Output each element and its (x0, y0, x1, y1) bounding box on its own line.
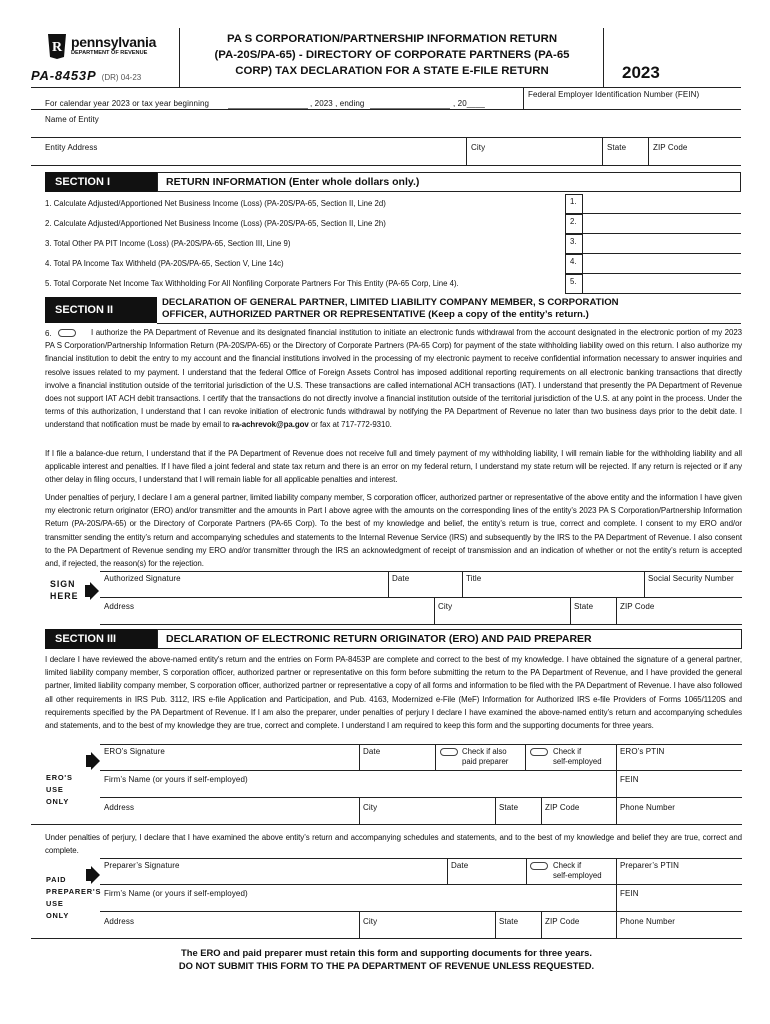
check-paid-preparer[interactable] (440, 748, 458, 756)
balance-due-paragraph: If I file a balance-due return, I understand that if the PA Department of Revenue does not receive full and timely payment of my withholding liability, I will remain liable for the withholding liability and all applicable interest and penalties. If I have filed a joint federal and state tax return and there is an error on my federal return, I understand my state return will be rejected. If any return is rejected or if any other delay in filing occurs, I understand that I will remain liable for all applicable penalties and interest. (45, 449, 742, 485)
form-title-line1: PA S CORPORATION/PARTNERSHIP INFORMATION RETURN (226, 33, 558, 45)
signer-zip-label: ZIP Code (620, 602, 655, 611)
check-paid-label-line1: Check if also (462, 747, 507, 756)
preparer-perjury-paragraph: Under penalties of perjury, I declare that I have examined the above entity’s return and accompanying schedules and statements, and to the best of my knowledge and belief they are true, correct and complete. (45, 833, 742, 856)
preparer-address-field[interactable] (100, 927, 358, 938)
line-1-amount[interactable] (583, 194, 741, 214)
section2-label: SECTION II (45, 297, 157, 323)
ero-firm-name-label: Firm’s Name (or yours if self-employed) (104, 775, 248, 784)
svg-text:R: R (51, 40, 63, 55)
preparer-state-label: State (499, 917, 519, 926)
keystone-icon (46, 33, 68, 59)
section3-label: SECTION III (45, 629, 157, 649)
pa-logo (46, 33, 176, 63)
preparer-ptin-label: Preparer’s PTIN (620, 861, 679, 870)
form-title-line2: (PA-20S/PA-65) - DIRECTORY OF CORPORATE PARTNERS (PA-65 (214, 49, 570, 61)
ero-check-self-label-line2: self-employed (553, 757, 602, 766)
ero-state-field[interactable] (496, 813, 540, 824)
form-title-line3: CORP) TAX DECLARATION FOR A STATE E-FILE RETURN (235, 65, 549, 77)
authorization-paragraph (45, 326, 742, 432)
ssn-field[interactable] (645, 584, 742, 597)
paid-use-line4: ONLY (46, 911, 70, 920)
preparer-check-self-employed-label (553, 861, 602, 881)
preparer-address-label: Address (104, 917, 135, 926)
ero-signature-label: ERO’s Signature (104, 747, 165, 756)
ero-ptin-field[interactable] (617, 757, 742, 770)
sign-here (50, 578, 78, 602)
signer-address-label: Address (104, 602, 135, 611)
ero-use-line1: ERO'S (46, 773, 73, 782)
logo-subtext: DEPARTMENT OF REVENUE (71, 50, 148, 56)
signer-state-label: State (574, 602, 594, 611)
preparer-zip-field[interactable] (542, 927, 615, 938)
authorization-text: I authorize the PA Department of Revenue and its designated financial institution to initiate an electronic funds withdrawal from the account designated in the electronic portion of my 2023 PA S Corporation/Partnership Information Return (PA-20S/PA-65) or the Directory of Corporate Partners (PA-65 Corp) for payment of the state withholding liability owed on this return. I also authorize my financial institution to debit the entry to my account and the financial institutions involved in the processing of my electronic payment to receive confidential information necessary to answer inquiries and resolve issues related to my payment. I understand that the federal Office of Foreign Assets Control has imposed additional reporting requirements on all electronic banking transactions that directly involve a financial institution outside of the territorial jurisdiction of the U.S. These transactions are called international ACH transactions (IAT). I understand that presently the PA Department of Revenue does not support IAT ACH debit transactions. I certify that the transactions do not directly involve a financial institution outside of the territorial jurisdiction of the U.S. at any point in the process. Under the terms of this authorization, I understand that I can revoke initiation of electronic funds withdrawal by notifying the PA Department of Revenue no later than two business days prior to the debit date. I understand that notification must be made by email to (45, 328, 742, 430)
preparer-firm-name-label: Firm’s Name (or yours if self-employed) (104, 889, 248, 898)
line-5-text: 5. Total Corporate Net Income Tax Withholding For All Nonfiling Corporate Partners For This Entity (PA-65 Corp, Line 4). (45, 279, 459, 288)
signer-city-field[interactable] (435, 612, 569, 624)
preparer-phone-field[interactable] (617, 927, 742, 938)
line-2-text: 2. Calculate Adjusted/Apportioned Net Business Income (Loss) (PA-20S/PA-65, Section II, Line 2h) (45, 219, 386, 228)
line-6-number: 6. (45, 329, 52, 338)
entity-city-field[interactable] (467, 152, 601, 164)
authorized-signature-field[interactable] (100, 584, 387, 597)
line-3-amount[interactable] (583, 234, 741, 254)
ero-phone-label: Phone Number (620, 803, 676, 812)
line-1-number: 1. (565, 194, 583, 214)
signer-state-field[interactable] (571, 612, 615, 624)
preparer-date-label: Date (451, 861, 469, 870)
footer-line2: DO NOT SUBMIT THIS FORM TO THE PA DEPARTMENT OF REVENUE UNLESS REQUESTED. (178, 960, 595, 971)
preparer-signature-label: Preparer’s Signature (104, 861, 180, 870)
section2-title (162, 297, 742, 321)
preparer-fein-field[interactable] (617, 899, 742, 911)
title-field[interactable] (463, 584, 643, 597)
ero-use-line3: ONLY (46, 797, 70, 806)
line-3-text: 3. Total Other PA PIT Income (Loss) (PA-20S/PA-65, Section III, Line 9) (45, 239, 291, 248)
line-5-number: 5. (565, 274, 583, 294)
preparer-check-self-employed[interactable] (530, 862, 548, 870)
ero-phone-field[interactable] (617, 813, 742, 824)
ero-check-self-label-line1: Check if (553, 747, 582, 756)
section2-title-line2: OFFICER, AUTHORIZED PARTNER OR REPRESENTATIVE (Keep a copy of the entity’s return.) (162, 309, 589, 320)
preparer-zip-label: ZIP Code (545, 917, 580, 926)
entity-address-label: Entity Address (45, 143, 98, 152)
ssn-label: Social Security Number (648, 574, 734, 583)
preparer-signature-field[interactable] (100, 871, 446, 884)
signer-city-label: City (438, 602, 453, 611)
entity-state-label: State (607, 143, 627, 152)
preparer-arrow-icon (86, 866, 100, 884)
check-paid-preparer-label (462, 747, 508, 767)
line-2-amount[interactable] (583, 214, 741, 234)
form-title (182, 31, 602, 79)
paid-use-line3: USE (46, 899, 64, 908)
fein-label: Federal Employer Identification Number (FEIN) (528, 90, 700, 99)
entity-zip-field[interactable] (649, 152, 741, 164)
ero-signature-field[interactable] (100, 757, 358, 770)
calendar-year-label: For calendar year 2023 or tax year beginning (45, 99, 210, 108)
footer-line1: The ERO and paid preparer must retain this form and supporting documents for three years. (180, 947, 592, 958)
sign-here-line2: HERE (50, 591, 79, 601)
ero-date-label: Date (363, 747, 381, 756)
signer-address-field[interactable] (100, 612, 433, 624)
ero-zip-label: ZIP Code (545, 803, 580, 812)
ero-arrow-icon (86, 752, 100, 770)
logo-text: pennsylvania (71, 34, 157, 50)
ero-ptin-label: ERO’s PTIN (620, 747, 665, 756)
section1-title: RETURN INFORMATION (Enter whole dollars only.) (157, 172, 741, 192)
line-4-number: 4. (565, 254, 583, 274)
year-suffix: , 20____ (453, 99, 485, 108)
revoke-email: ra-achrevok@pa.gov (231, 420, 309, 430)
preparer-ptin-field[interactable] (617, 871, 742, 884)
prep-check-self-label-line1: Check if (553, 861, 582, 870)
paid-use-line1: PAID (46, 875, 67, 884)
preparer-date-field[interactable] (448, 871, 525, 884)
ending-label: , 2023 , ending (310, 99, 365, 108)
ero-fein-label: FEIN (620, 775, 639, 784)
entity-state-field[interactable] (603, 152, 647, 164)
form-revision: (DR) 04-23 (101, 73, 142, 82)
title-label: Title (466, 574, 482, 583)
preparer-city-field[interactable] (360, 927, 494, 938)
ero-fein-field[interactable] (617, 785, 742, 797)
entity-name-field[interactable] (31, 125, 741, 137)
form-id (31, 68, 141, 83)
ero-city-label: City (363, 803, 378, 812)
preparer-phone-label: Phone Number (620, 917, 676, 926)
ero-check-self-employed[interactable] (530, 748, 548, 756)
sign-arrow-icon (85, 582, 99, 600)
ero-use-line2: USE (46, 785, 64, 794)
form-number: PA-8453P (31, 68, 97, 83)
ero-address-field[interactable] (100, 813, 358, 824)
section3-title: DECLARATION OF ELECTRONIC RETURN ORIGINATOR (ERO) AND PAID PREPARER (157, 629, 742, 649)
authorized-signature-label: Authorized Signature (104, 574, 181, 583)
line-2-number: 2. (565, 214, 583, 234)
ero-date-field[interactable] (360, 757, 434, 770)
sign-date-label: Date (392, 574, 410, 583)
revoke-fax: or fax at 717-772-9310. (310, 420, 392, 430)
entity-address-field[interactable] (31, 152, 465, 164)
ero-check-self-employed-label (553, 747, 602, 767)
line-4-amount[interactable] (583, 254, 741, 274)
ero-use-only (46, 772, 73, 808)
line-5-amount[interactable] (583, 274, 741, 294)
ero-address-label: Address (104, 803, 135, 812)
fein-field[interactable] (524, 100, 741, 109)
section2-title-line1: DECLARATION OF GENERAL PARTNER, LIMITED LIABILITY COMPANY MEMBER, S CORPORATION (162, 297, 619, 308)
signer-zip-field[interactable] (617, 612, 742, 624)
prep-check-self-label-line2: self-employed (553, 871, 602, 880)
preparer-firm-name-field[interactable] (100, 899, 615, 911)
ero-firm-name-field[interactable] (100, 785, 615, 797)
line-4-text: 4. Total PA Income Tax Withheld (PA-20S/PA-65, Section V, Line 14c) (45, 259, 284, 268)
footer-notice (31, 946, 742, 972)
ero-zip-field[interactable] (542, 813, 615, 824)
sign-here-line1: SIGN (50, 579, 76, 589)
check-paid-label-line2: paid preparer (462, 757, 509, 766)
tax-year: 2023 (622, 63, 660, 82)
line-3-number: 3. (565, 234, 583, 254)
preparer-fein-label: FEIN (620, 889, 639, 898)
ero-city-field[interactable] (360, 813, 494, 824)
entity-zip-label: ZIP Code (653, 143, 688, 152)
preparer-city-label: City (363, 917, 378, 926)
perjury-paragraph: Under penalties of perjury, I declare I am a general partner, limited liability company member, S corporation officer, authorized partner or representative of the above entity and the information I have given my electronic return originator (ERO) and/or transmitter and the amounts in Part I above agree with the amounts on the corresponding lines of the entity’s 2023 PA S Corporation/Partnership Information Return (PA-20S/PA-65) or the Directory of Corporate Partners (PA-65 Corp). To the best of my knowledge and belief, the entity’s return is true, correct and complete. I consent to my ERO and/or transmitter sending the entity’s return and accompanying schedules and statements to the Internal Revenue Service (IRS) and subsequently by the IRS to the PA Department of Revenue. I also consent to the PA Department of Revenue sending my ERO and/or transmitter through the IRS an acknowledgment of receipt of transmission and an indication of whether or not the entity’s return is accepted and, if rejected, the reason(s) for the rejection. (45, 493, 742, 569)
preparer-state-field[interactable] (496, 927, 540, 938)
paid-use-line2: PREPARER'S (46, 887, 102, 896)
entity-name-label: Name of Entity (45, 115, 99, 124)
ero-declaration-paragraph: I declare I have reviewed the above-named entity's return and the entries on Form PA-8453P are complete and correct to the best of my knowledge. I have obtained the signature of a general partner, limited liability company member, S corporation officer, authorized partner or representative on this form before submitting the return to the PA Department of Revenue, and I have provided the general partner, limited liability company member, S corporation officer, authorized partner or representative a copy of all forms and information to be filed with the PA Department of Revenue. I have also followed all other requirements in IRS Pub. 3112, IRS e-file Application and Participation, and Pub. 4163, Modernized e-File (MeF) Information for Authorized IRS e-file Providers of Forms 1065/1120S and requirements specified by the PA Department of Revenue. If I am also the preparer, under penalties of perjury I declare I have examined the above-named entity’s return and accompanying schedules and statements, and to the best of my knowledge they are true, correct and complete. I understand I am required to keep this form and the supporting documents for three years. (45, 655, 742, 731)
ero-state-label: State (499, 803, 519, 812)
line-1-text: 1. Calculate Adjusted/Apportioned Net Business Income (Loss) (PA-20S/PA-65, Section II, Line 2d) (45, 199, 386, 208)
section1-label: SECTION I (45, 172, 157, 192)
entity-city-label: City (471, 143, 486, 152)
sign-date-field[interactable] (389, 584, 461, 597)
